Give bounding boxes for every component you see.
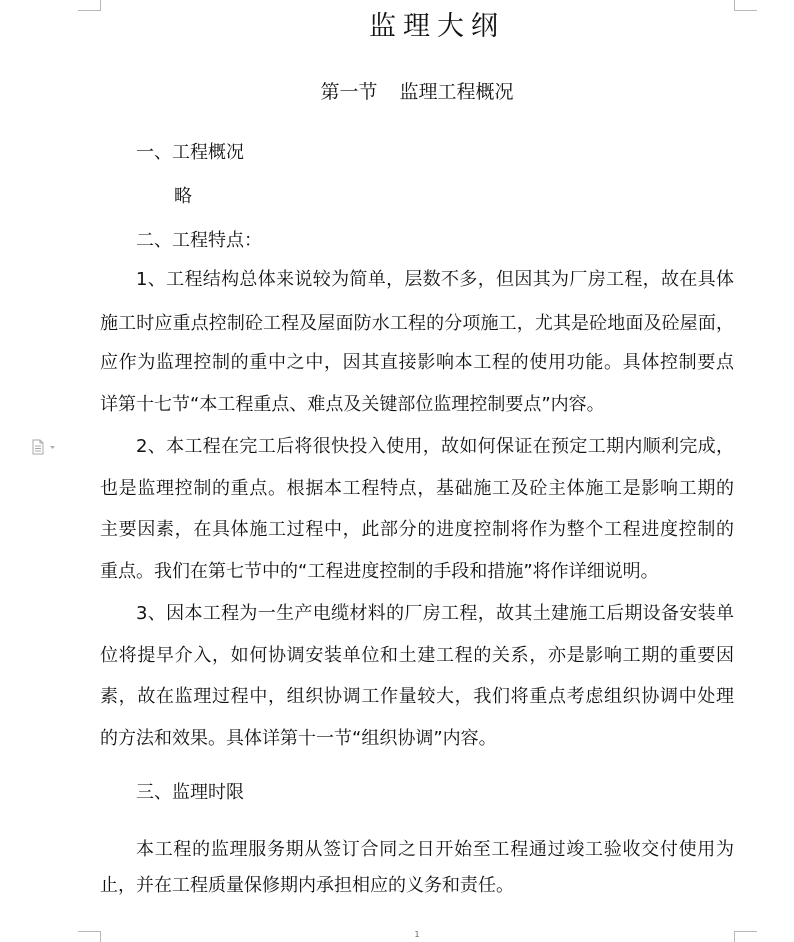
paragraph-1-line-2: 施工时应重点控制砼工程及屋面防水工程的分项施工，尤其是砼地面及砼屋面，	[100, 313, 734, 334]
paragraph-2-line-1: 2、本工程在完工后将很快投入使用，故如何保证在预定工期内顺利完成，	[136, 436, 734, 457]
section-number: 第一节	[320, 81, 378, 103]
paragraph-2-line-3: 主要因素，在具体施工过程中，此部分的进度控制将作为整个工程进度控制的	[100, 519, 734, 540]
page-number: 1	[414, 930, 420, 939]
paragraph-2-line-2: 也是监理控制的重点。根据本工程特点，基础施工及砼主体施工是影响工期的	[100, 478, 734, 499]
paragraph-1-line-3: 应作为监理控制的重中之中，因其直接影响本工程的使用功能。具体控制要点	[100, 352, 734, 373]
overview-text: 略	[174, 186, 192, 207]
paragraph-3-line-4: 的方法和效果。具体详第十一节“组织协调”内容。	[100, 728, 497, 749]
paragraph-1-line-1: 1、工程结构总体来说较为简单，层数不多，但因其为厂房工程，故在具体	[136, 269, 734, 290]
paragraph-1-line-4: 详第十七节“本工程重点、难点及关键部位监理控制要点”内容。	[100, 394, 605, 415]
heading-overview: 一、工程概况	[136, 142, 244, 163]
paragraph-4-line-2: 止，并在工程质量保修期内承担相应的义务和责任。	[100, 875, 514, 896]
document-title: 监理大纲	[369, 11, 505, 42]
paragraph-3-line-2: 位将提早介入，如何协调安装单位和土建工程的关系，亦是影响工期的重要因	[100, 645, 734, 666]
paragraph-4-line-1: 本工程的监理服务期从签订合同之日开始至工程通过竣工验收交付使用为	[136, 839, 734, 860]
paragraph-3-line-1: 3、因本工程为一生产电缆材料的厂房工程，故其土建施工后期设备安装单	[136, 603, 734, 624]
paragraph-3-line-3: 素，故在监理过程中，组织协调工作量较大，我们将重点考虑组织协调中处理	[100, 686, 734, 707]
document-icon[interactable]	[30, 438, 60, 456]
paragraph-2-line-4: 重点。我们在第七节中的“工程进度控制的手段和措施”将作详细说明。	[100, 561, 659, 582]
section-heading	[0, 80, 794, 104]
heading-period: 三、监理时限	[136, 782, 244, 803]
heading-features: 二、工程特点：	[136, 230, 262, 251]
section-name: 监理工程概况	[399, 81, 514, 103]
